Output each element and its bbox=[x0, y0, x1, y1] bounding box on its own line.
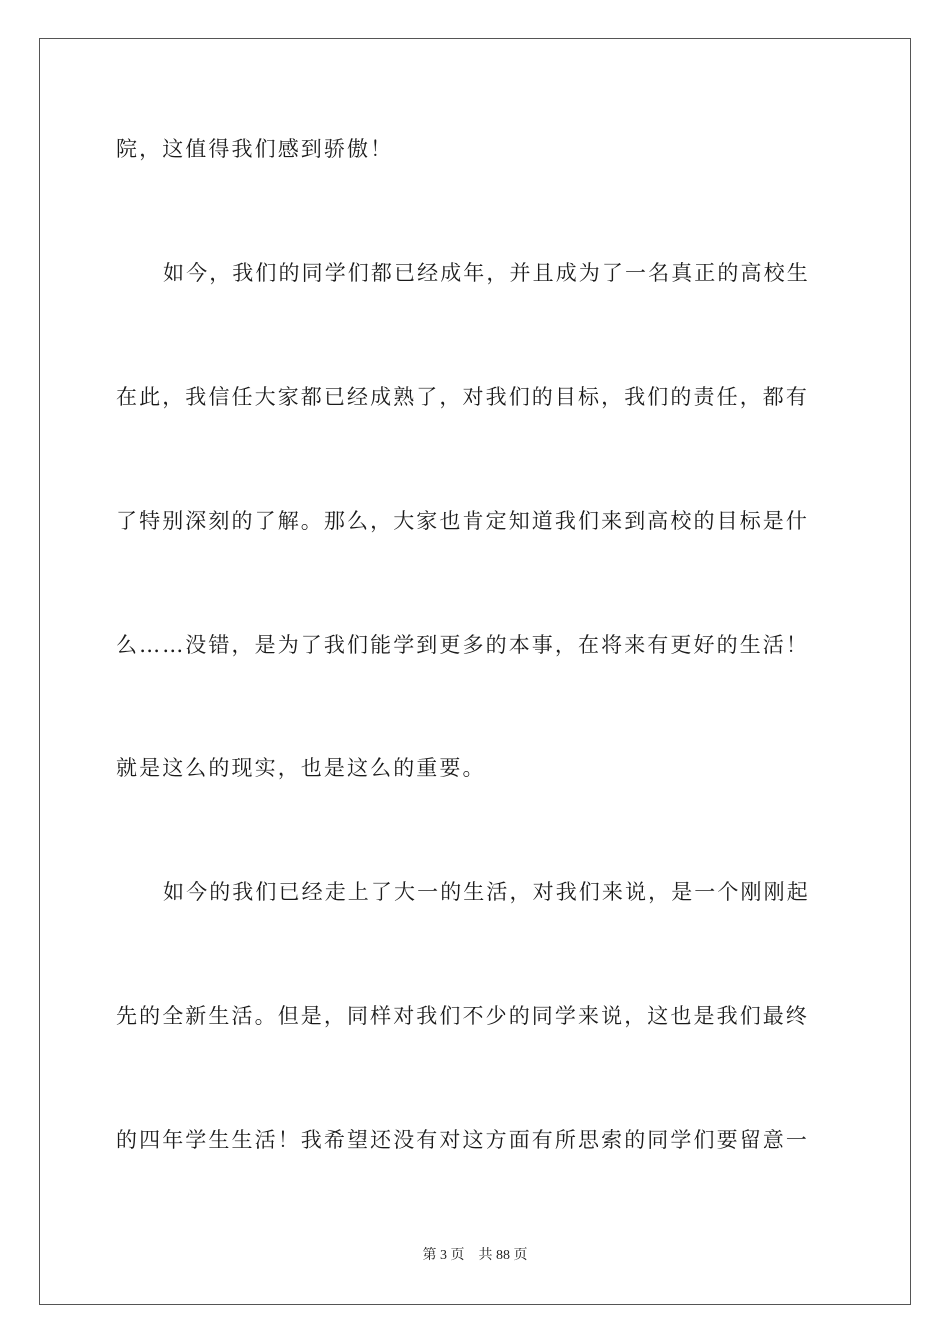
text-line-2: 如今，我们的同学们都已经成年，并且成为了一名真正的高校生 bbox=[163, 261, 810, 285]
text-line-8: 先的全新生活。但是，同样对我们不少的同学来说，这也是我们最终 bbox=[116, 1004, 809, 1028]
text-line-4: 了特别深刻的了解。那么，大家也肯定知道我们来到高校的目标是什 bbox=[116, 509, 809, 533]
text-line-7: 如今的我们已经走上了大一的生活，对我们来说，是一个刚刚起 bbox=[163, 880, 810, 904]
text-line-5: 么……没错，是为了我们能学到更多的本事，在将来有更好的生活！ bbox=[116, 633, 809, 657]
text-line-6: 就是这么的现实，也是这么的重要。 bbox=[116, 756, 486, 780]
total-pages: 共 88 页 bbox=[478, 1248, 528, 1263]
page-border bbox=[39, 38, 911, 1305]
text-line-1: 院，这值得我们感到骄傲！ bbox=[116, 137, 394, 161]
page-footer bbox=[0, 1246, 950, 1266]
text-line-3: 在此，我信任大家都已经成熟了，对我们的目标，我们的责任，都有 bbox=[116, 385, 809, 409]
page-number: 第 3 页 bbox=[422, 1248, 465, 1263]
text-line-9: 的四年学生生活！我希望还没有对这方面有所思索的同学们要留意一 bbox=[116, 1128, 809, 1152]
